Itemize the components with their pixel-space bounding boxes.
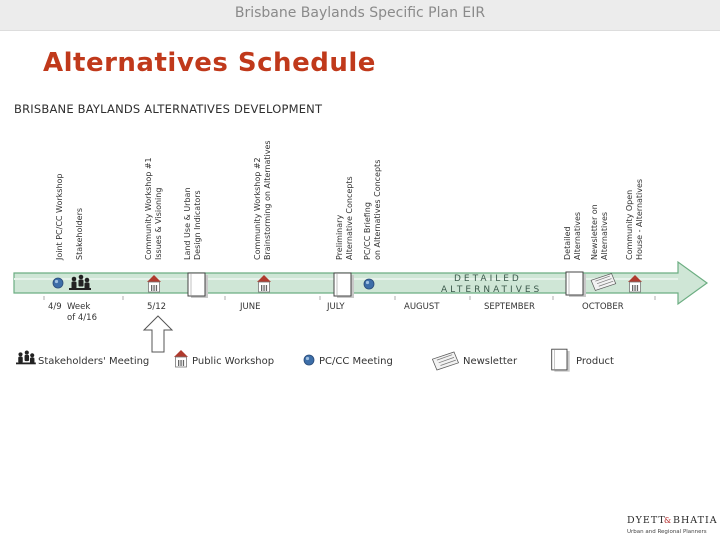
product-icon [188, 273, 208, 298]
product-icon [566, 272, 586, 297]
logo-name-left: DYETT [627, 515, 666, 526]
date-label-4-9: 4/9 [48, 302, 62, 312]
current-position-arrow-icon [144, 316, 172, 352]
legend-stakeholders-icon [16, 351, 36, 365]
month-label-june: JUNE [240, 302, 261, 312]
event-label-preliminary-concepts: PreliminaryAlternative Concepts [335, 176, 354, 260]
event-label-community-workshop-1: Community Workshop #1Issues & Visioning [144, 157, 163, 260]
event-label-land-use: Land Use & UrbanDesign Indicators [183, 187, 202, 260]
event-label-detailed-alternatives: DetailedAlternatives [563, 211, 582, 260]
meeting-dot-icon [53, 278, 63, 288]
event-label-open-house: Community OpenHouse - Alternatives [625, 178, 644, 260]
logo-subtitle: Urban and Regional Planners [627, 529, 707, 535]
event-label-newsletter: Newsletter onAlternatives [590, 204, 609, 260]
legend-label-pc-cc-meeting: PC/CC Meeting [319, 356, 393, 367]
date-label-week: Week [67, 302, 91, 312]
month-label-september: SEPTEMBER [484, 302, 535, 312]
legend-label-public-workshop: Public Workshop [192, 356, 275, 367]
month-label-august: AUGUST [404, 302, 440, 312]
month-label-october: OCTOBER [582, 302, 624, 312]
legend-public-workshop-icon [174, 350, 188, 367]
diagram-title: BRISBANE BAYLANDS ALTERNATIVES DEVELOPMENT [14, 102, 323, 116]
dyett-bhatia-logo [627, 515, 718, 535]
event-label-community-workshop-2: Community Workshop #2Brainstorming on Alternatives [253, 140, 272, 260]
header-title: Brisbane Baylands Specific Plan EIR [234, 5, 486, 21]
event-label-stakeholders: Stakeholders [75, 207, 84, 260]
meeting-dot-icon [364, 279, 374, 289]
legend-meeting-dot-icon [304, 355, 314, 365]
event-label-joint-pc-cc-workshop: Joint PC/CC Workshop [55, 173, 64, 260]
legend-product-icon [552, 349, 570, 372]
date-label-5-12: 5/12 [147, 302, 167, 312]
slide-title: Alternatives Schedule [43, 48, 376, 78]
month-label-july: JULY [327, 302, 345, 312]
logo-name-right: BHATIA [673, 515, 718, 526]
banner-line-2: ALTERNATIVES [441, 285, 543, 295]
product-icon [334, 273, 354, 298]
legend-newsletter-icon [432, 352, 458, 370]
banner-line-1: DETAILED [454, 274, 522, 284]
legend-label-product: Product [576, 356, 614, 367]
event-label-pc-cc-briefing: PC/CC Briefingon Alternatives Concepts [363, 159, 382, 260]
logo-ampersand: & [664, 516, 672, 525]
legend-label-stakeholders: Stakeholders' Meeting [38, 356, 150, 367]
legend-label-newsletter: Newsletter [463, 356, 518, 367]
date-label-of-4-16: of 4/16 [67, 313, 97, 323]
legend [16, 349, 614, 372]
